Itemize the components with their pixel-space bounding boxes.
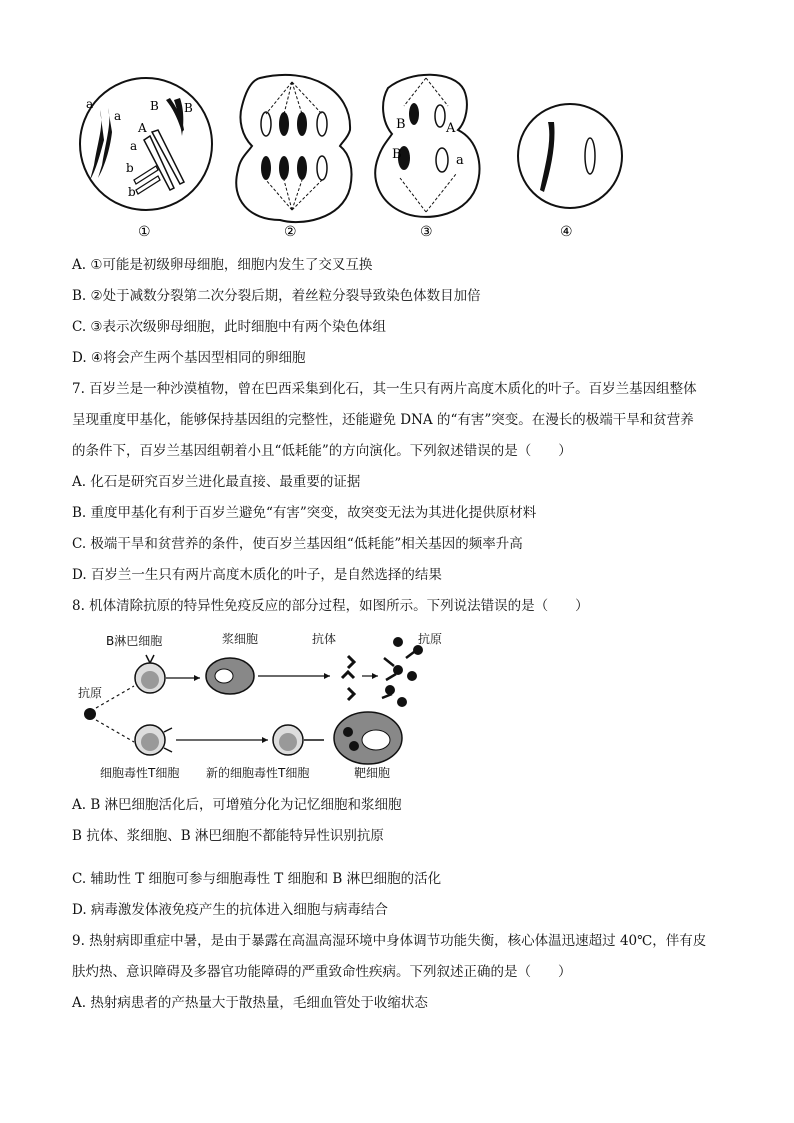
q7-option-d: D. 百岁兰一生只有两片高度木质化的叶子，是自然选择的结果: [72, 567, 442, 583]
label-antibody: 抗体: [312, 632, 337, 646]
antibody-icons: [342, 656, 354, 700]
q8-option-d: D. 病毒激发体液免疫产生的抗体进入细胞与病毒结合: [72, 902, 388, 918]
q6-option-d: D. ④将会产生两个基因型相同的卵细胞: [72, 350, 306, 366]
cell-2: [236, 75, 351, 222]
q9-option-a: A. 热射病患者的产热量大于散热量，毛细血管处于收缩状态: [72, 995, 428, 1011]
q6-option-a: A. ①可能是初级卵母细胞，细胞内发生了交叉互换: [72, 257, 373, 273]
cell3-letter: B: [396, 117, 406, 132]
figure-label-4: ④: [560, 224, 573, 240]
label-target-cell: 靶细胞: [354, 766, 391, 780]
q6-option-c: C. ③表示次级卵母细胞，此时细胞中有两个染色体组: [72, 319, 387, 335]
label-cytotoxic-t: 细胞毒性T细胞: [100, 766, 180, 780]
q7-stem-line-3: 的条件下，百岁兰基因组朝着小且“低耗能”的方向演化。下列叙述错误的是（ ）: [72, 443, 572, 459]
label-new-cytotoxic-t: 新的细胞毒性T细胞: [206, 766, 310, 780]
cell3-letter: B: [392, 147, 402, 162]
cell1-letter: b: [126, 161, 134, 175]
cell1-letter: b: [128, 185, 136, 199]
q7-option-c: C. 极端干旱和贫营养的条件，使百岁兰基因组“低耗能”相关基因的频率升高: [72, 536, 523, 552]
figure-label-3: ③: [420, 224, 433, 240]
q7-stem-line-2: 呈现重度甲基化，能够保持基因组的完整性，还能避免 DNA 的“有害”突变。在漫长的极端干旱和贫营养: [72, 412, 694, 428]
immune-diagram: [72, 628, 472, 784]
cell1-letter: B: [184, 101, 193, 115]
cell1-letter: B: [150, 99, 159, 113]
q9-stem-line-1: 9. 热射病即重症中暑，是由于暴露在高温高湿环境中身体调节功能失衡，核心体温迅速超过 40℃，伴有皮: [72, 933, 707, 949]
label-plasma-cell: 浆细胞: [222, 632, 259, 646]
q7-option-a: A. 化石是研究百岁兰进化最直接、最重要的证据: [72, 474, 361, 490]
cell1-letter: A: [138, 121, 147, 135]
antigen-icon: [84, 708, 96, 720]
cell1-letter: a: [114, 109, 122, 123]
antigen-antibody-complex: [385, 637, 423, 707]
q7-stem-line-1: 7. 百岁兰是一种沙漠植物，曾在巴西采集到化石，其一生只有两片高度木质化的叶子。百岁兰基因组整体: [72, 381, 697, 397]
q6-option-b: B. ②处于减数分裂第二次分裂后期，着丝粒分裂导致染色体数目加倍: [72, 288, 481, 304]
label-antigen-left: 抗原: [78, 686, 103, 700]
cell-division-figure: [70, 70, 630, 240]
label-b-cell: B淋巴细胞: [106, 634, 163, 648]
cell3-letter: a: [456, 153, 464, 168]
figure-label-2: ②: [284, 224, 297, 240]
cell-4: [518, 104, 622, 208]
figure-label-1: ①: [138, 224, 151, 240]
label-antigen-right: 抗原: [418, 632, 443, 646]
q7-option-b: B. 重度甲基化有利于百岁兰避免“有害”突变，故突变无法为其进化提供原材料: [72, 505, 537, 521]
q8-option-a: A. B 淋巴细胞活化后，可增殖分化为记忆细胞和浆细胞: [72, 797, 402, 813]
q9-stem-line-2: 肤灼热、意识障碍及多器官功能障碍的严重致命性疾病。下列叙述正确的是（ ）: [72, 964, 572, 980]
cell1-letter: a: [86, 97, 94, 111]
cell3-letter: A: [446, 121, 456, 136]
q8-stem: 8. 机体清除抗原的特异性免疫反应的部分过程，如图所示。下列说法错误的是（ ）: [72, 598, 589, 614]
cell1-letter: a: [130, 139, 138, 153]
cell-3: [375, 75, 479, 217]
q8-option-b: B 抗体、浆细胞、B 淋巴细胞不都能特异性识别抗原: [72, 828, 384, 844]
cell-1: [80, 78, 212, 210]
q8-option-c: C. 辅助性 T 细胞可参与细胞毒性 T 细胞和 B 淋巴细胞的活化: [72, 871, 442, 887]
